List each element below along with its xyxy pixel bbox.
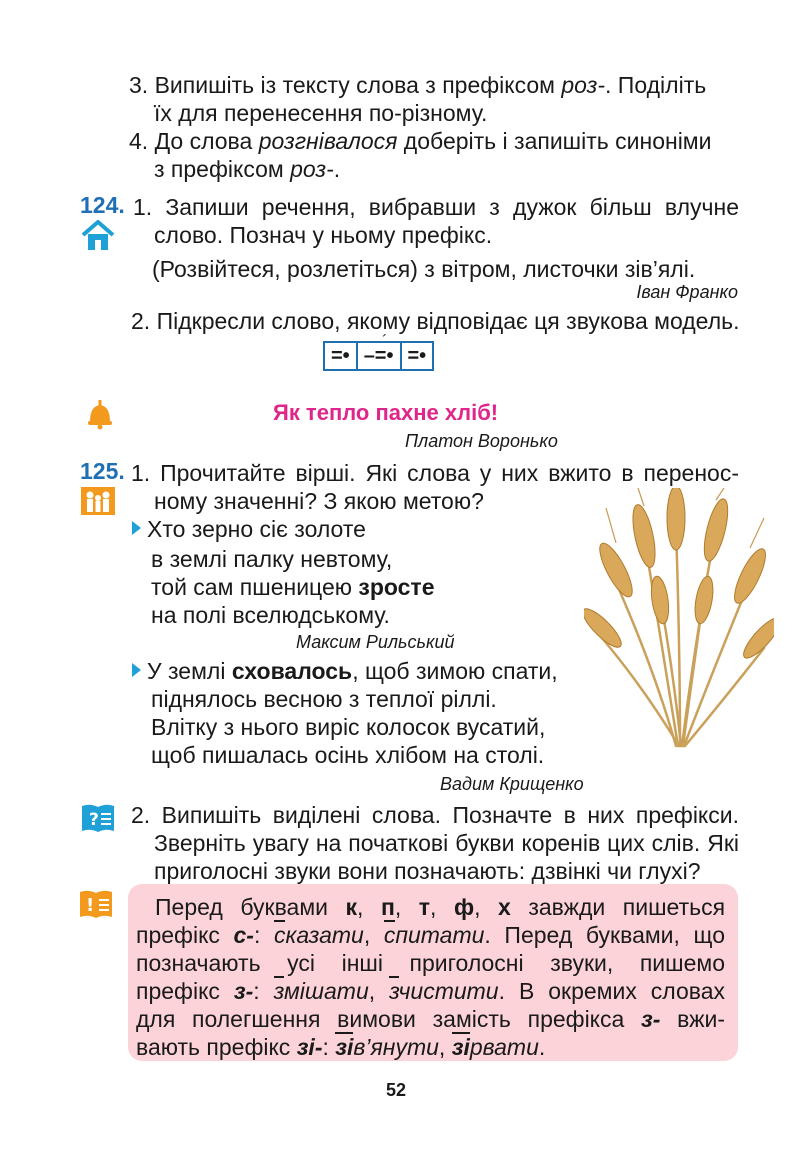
ex124-task1-line-1: 1. Запиши речення, вибравши з дужок більш влучне	[133, 194, 739, 220]
bell-icon	[82, 396, 116, 430]
poem2-line-4: щоб пишалась осінь хлібом на столі.	[151, 742, 545, 768]
bullet-triangle	[132, 663, 141, 677]
section-title: Як тепло пахне хліб!	[273, 400, 499, 425]
svg-text:?: ?	[89, 810, 99, 830]
ex124-author: Іван Франко	[636, 282, 738, 302]
section-author: Платон Воронько	[405, 431, 558, 451]
ex125-task1-line-2: ному значенні? З якою метою?	[154, 488, 484, 514]
task-4-line-1: 4. До слова розгнівалося доберіть і запишіть синоніми	[129, 128, 712, 154]
poem2-line-2: піднялось весною з теплої ріллі.	[151, 686, 497, 712]
ex125-task2-line-1: 2. Випишіть виділені слова. Позначте в них префікси.	[131, 802, 739, 828]
exercise-number-125: 125.	[80, 458, 125, 484]
poem1-author: Максим Рильський	[296, 632, 455, 652]
poem1-line-4: на полі вселюдському.	[151, 602, 390, 628]
exercise-number-124: 124.	[80, 192, 125, 218]
poem1-line-3: той сам пшеницею зросте	[151, 574, 435, 600]
reading-family-icon	[80, 486, 116, 516]
sound-model	[323, 333, 434, 371]
rule-line-1: Перед буквами к, п, т, ф, х завжди пишеться	[155, 894, 726, 920]
home-icon	[80, 218, 116, 252]
ex124-sentence: (Розвійтеся, розлетіться) з вітром, листочки зів’ялі.	[152, 256, 696, 282]
stress-mark: ´	[382, 333, 388, 350]
poem2-author: Вадим Крищенко	[440, 774, 584, 794]
sound-model-cell: =•	[407, 345, 427, 367]
poem2-line-3: Влітку з нього виріс колосок вусатий,	[151, 714, 546, 740]
ex124-task1-line-2: слово. Познач у ньому префікс.	[154, 222, 493, 248]
poem1-line-2: в землі палку невтому,	[151, 546, 393, 572]
poem1-line-1: Хто зерно сіє золоте	[132, 514, 366, 544]
wheat-image	[584, 488, 774, 750]
sound-model-cell: –=• ´	[358, 343, 402, 369]
task-3-line-2: їх для перенесення по-різному.	[154, 100, 488, 126]
question-book-icon	[80, 802, 116, 834]
rule-line-4: префікс з-: змішати, зчистити. В окремих словах	[136, 978, 725, 1004]
ex125-task2-line-2: Зверніть увагу на початкові букви коренів цих слів. Які	[154, 830, 739, 856]
rule-line-2: префікс с-: сказати, спитати. Перед буквами, що	[136, 922, 725, 948]
ex125-task1-line-1: 1. Прочитайте вірші. Які слова у них вжито в перенос-	[131, 460, 739, 486]
task-3-line-1: 3. Випишіть із тексту слова з префіксом роз-. Поділіть	[129, 72, 707, 98]
task-4-line-2: з префіксом роз-.	[154, 156, 341, 182]
ex125-task2-line-3: приголосні звуки вони позначають: дзвінкі чи глухі?	[154, 858, 701, 884]
rule-line-5: для полегшення вимови замість префікса з- вжи-	[136, 1006, 725, 1032]
sound-model-cell: =•	[325, 343, 358, 369]
rule-line-3: позначають усі інші приголосні звуки, пишемо	[136, 950, 725, 976]
ex124-task2: 2. Підкресли слово, якому відповідає ця звукова модель.	[131, 308, 740, 334]
poem2-line-1: У землі сховалось, щоб зимою спати,	[132, 656, 558, 686]
page-number: 52	[386, 1080, 407, 1100]
rule-line-6: вають префікс зі-: зів’янути, зірвати.	[136, 1034, 546, 1060]
bullet-triangle	[132, 521, 141, 535]
rule-book-icon	[78, 888, 114, 920]
svg-text:!: !	[86, 895, 95, 916]
